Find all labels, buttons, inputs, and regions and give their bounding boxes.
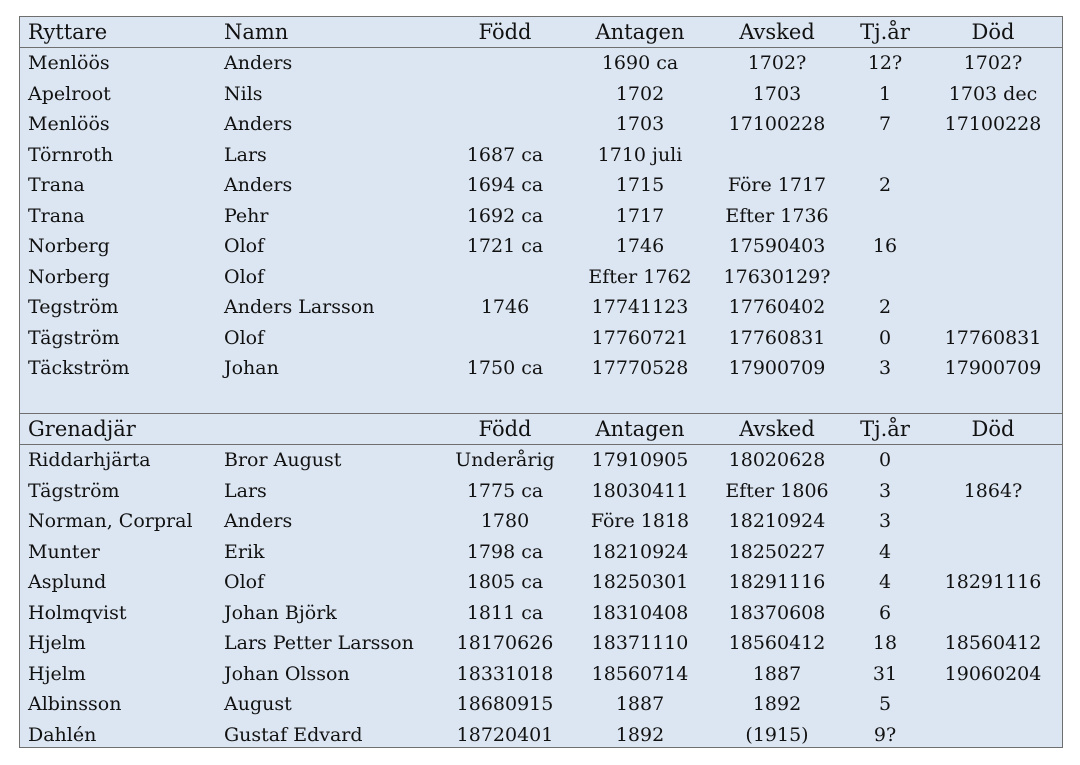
cell-surname: Menlöös — [28, 52, 110, 74]
cell-born: 1805 ca — [466, 571, 544, 593]
cell-died — [925, 201, 1061, 232]
cell-enlisted: 17910905 — [591, 449, 689, 471]
column-header-died: Död — [971, 417, 1015, 441]
cell-surname: Trana — [28, 174, 85, 196]
cell-discharged: 18560412 — [728, 632, 826, 654]
table-row — [20, 689, 1062, 720]
cell-discharged: 17900709 — [728, 357, 826, 379]
header-row — [20, 17, 1062, 48]
cell-surname: Apelroot — [28, 82, 111, 105]
column-header-given-name: Namn — [224, 20, 289, 44]
cell-enlisted: Efter 1762 — [588, 265, 692, 288]
cell-born: 1687 ca — [466, 143, 544, 166]
cell-died: 1864? — [963, 479, 1023, 502]
cell-died: 17100228 — [944, 113, 1042, 135]
cell-enlisted: 18310408 — [591, 601, 689, 624]
column-header-died: Död — [971, 20, 1015, 44]
table-row — [20, 628, 1062, 659]
cell-born: 1811 ca — [466, 601, 544, 624]
cell-service-years: 0 — [878, 326, 892, 349]
cell-discharged: 18370608 — [728, 601, 826, 624]
cell-born — [441, 48, 569, 79]
table-row — [20, 476, 1062, 507]
cell-died — [925, 140, 1061, 171]
cell-given-name: Olof — [224, 571, 265, 593]
cell-discharged: Efter 1736 — [725, 204, 829, 227]
cell-given-name: Anders — [224, 510, 293, 532]
cell-enlisted: 1717 — [615, 204, 665, 227]
cell-born: 1721 ca — [466, 235, 544, 257]
cell-enlisted: 1710 juli — [597, 143, 683, 166]
cell-died — [925, 598, 1061, 629]
cell-service-years: 4 — [878, 540, 892, 563]
cell-surname: Hjelm — [28, 662, 86, 685]
ryttare-section — [20, 17, 1062, 384]
cell-service-years: 0 — [878, 449, 892, 471]
cell-discharged: 1887 — [752, 662, 802, 685]
cell-born: 18170626 — [456, 632, 554, 654]
cell-given-name: Pehr — [224, 204, 269, 227]
column-header-born: Född — [478, 417, 532, 441]
table-row — [20, 201, 1062, 232]
cell-discharged — [711, 140, 843, 171]
cell-service-years: 31 — [872, 662, 898, 685]
cell-surname: Tägström — [28, 326, 120, 349]
cell-service-years: 3 — [878, 479, 892, 502]
cell-service-years: 4 — [878, 571, 892, 593]
cell-service-years: 1 — [878, 82, 892, 105]
cell-service-years: 7 — [878, 113, 892, 135]
table-row — [20, 292, 1062, 323]
cell-died: 17900709 — [944, 357, 1042, 379]
cell-given-name: Johan — [224, 357, 279, 379]
cell-surname: Tägström — [28, 479, 120, 502]
cell-given-name: Olof — [224, 265, 265, 288]
cell-given-name: Nils — [224, 82, 263, 105]
table-row — [20, 445, 1062, 476]
cell-died: 19060204 — [944, 662, 1042, 685]
cell-given-name: Lars — [224, 143, 267, 166]
cell-surname: Munter — [28, 540, 100, 563]
cell-born: 1780 — [480, 510, 530, 532]
cell-given-name: Gustaf Edvard — [224, 723, 363, 746]
cell-discharged: 17100228 — [728, 113, 826, 135]
cell-discharged: Efter 1806 — [725, 479, 829, 502]
cell-discharged: 17630129? — [723, 265, 831, 288]
cell-died — [925, 689, 1061, 720]
cell-died: 18291116 — [944, 571, 1042, 593]
cell-discharged: 1703 — [752, 82, 802, 105]
cell-born: 1750 ca — [466, 357, 544, 379]
column-header-service-years: Tj.år — [860, 20, 910, 44]
cell-surname: Hjelm — [28, 632, 86, 654]
cell-given-name: Anders Larsson — [224, 296, 375, 318]
cell-given-name: Anders — [224, 174, 293, 196]
cell-given-name: Olof — [224, 326, 265, 349]
table-row — [20, 659, 1062, 690]
cell-given-name: Johan Olsson — [224, 662, 350, 685]
cell-discharged: 1892 — [752, 693, 802, 715]
table-row — [20, 170, 1062, 201]
column-header-enlisted: Antagen — [595, 417, 685, 441]
cell-service-years: 18 — [872, 632, 898, 654]
cell-born: 1746 — [480, 296, 530, 318]
cell-born: 18720401 — [456, 723, 554, 746]
cell-born — [441, 79, 569, 110]
cell-given-name: Lars Petter Larsson — [224, 632, 414, 654]
cell-enlisted: 18371110 — [591, 632, 689, 654]
column-header-enlisted: Antagen — [595, 20, 685, 44]
table-row — [20, 231, 1062, 262]
cell-died — [925, 720, 1061, 751]
cell-service-years: 2 — [878, 174, 892, 196]
cell-died — [925, 445, 1061, 476]
table-row — [20, 48, 1062, 79]
cell-service-years: 2 — [878, 296, 892, 318]
cell-enlisted: 18210924 — [591, 540, 689, 563]
cell-surname: Törnroth — [28, 143, 114, 166]
cell-died — [925, 262, 1061, 293]
table-row — [20, 598, 1062, 629]
cell-enlisted: 17770528 — [591, 357, 689, 379]
column-header-discharged: Avsked — [739, 417, 815, 441]
cell-enlisted: Före 1818 — [590, 510, 690, 532]
table-row — [20, 353, 1062, 384]
cell-discharged: 18020628 — [728, 449, 826, 471]
cell-surname: Trana — [28, 204, 85, 227]
cell-service-years — [845, 140, 925, 171]
cell-surname: Norberg — [28, 235, 110, 257]
cell-discharged: (1915) — [745, 723, 809, 746]
cell-given-name: Johan Björk — [224, 601, 337, 624]
cell-died: 17760831 — [944, 326, 1042, 349]
cell-born: 1775 ca — [466, 479, 544, 502]
column-header-service-years: Tj.år — [860, 417, 910, 441]
cell-service-years — [845, 201, 925, 232]
cell-service-years: 16 — [872, 235, 898, 257]
cell-surname: Asplund — [28, 571, 107, 593]
cell-born: 1694 ca — [466, 174, 544, 196]
table-row — [20, 537, 1062, 568]
cell-discharged: 1702? — [747, 52, 807, 74]
cell-given-name: Lars — [224, 479, 267, 502]
cell-died: 18560412 — [944, 632, 1042, 654]
column-header-discharged: Avsked — [739, 20, 815, 44]
cell-born: 18680915 — [456, 693, 554, 715]
cell-discharged: 17760402 — [728, 296, 826, 318]
cell-discharged: 18210924 — [728, 510, 826, 532]
cell-born: 18331018 — [456, 662, 554, 685]
cell-enlisted: 1715 — [615, 174, 665, 196]
cell-given-name: Bror August — [224, 449, 342, 471]
cell-died: 1702? — [963, 52, 1023, 74]
cell-given-name: August — [224, 693, 292, 715]
cell-service-years: 5 — [878, 693, 892, 715]
cell-surname: Menlöös — [28, 113, 110, 135]
cell-surname: Holmqvist — [28, 601, 127, 624]
cell-discharged: Före 1717 — [727, 174, 827, 196]
cell-surname: Norman, Corpral — [28, 510, 193, 532]
cell-enlisted: 1892 — [615, 723, 665, 746]
cell-born — [441, 323, 569, 354]
cell-died: 1703 dec — [948, 82, 1038, 105]
cell-service-years: 6 — [878, 601, 892, 624]
cell-given-name: Anders — [224, 113, 293, 135]
cell-born: 1692 ca — [466, 204, 544, 227]
cell-enlisted: 17760721 — [591, 326, 689, 349]
cell-enlisted: 18560714 — [591, 662, 689, 685]
cell-died — [925, 537, 1061, 568]
column-header-born: Född — [478, 20, 532, 44]
cell-enlisted: 18030411 — [591, 479, 689, 502]
cell-born: Underårig — [455, 449, 555, 471]
cell-died — [925, 170, 1061, 201]
cell-surname: Tegström — [28, 296, 119, 318]
cell-enlisted: 18250301 — [591, 571, 689, 593]
roster-table — [19, 16, 1063, 748]
cell-enlisted: 1702 — [615, 82, 665, 105]
cell-born — [441, 262, 569, 293]
cell-discharged: 18291116 — [728, 571, 826, 593]
cell-given-name: Anders — [224, 52, 293, 74]
table-row — [20, 109, 1062, 140]
grenadjar-section — [20, 413, 1062, 750]
table-row — [20, 567, 1062, 598]
column-header-surname: Ryttare — [28, 20, 108, 44]
cell-enlisted: 1746 — [615, 235, 665, 257]
cell-given-name: Olof — [224, 235, 265, 257]
column-header-surname: Grenadjär — [28, 417, 136, 441]
cell-service-years: 9? — [873, 723, 897, 746]
cell-surname: Täckström — [28, 357, 130, 379]
table-row — [20, 506, 1062, 537]
cell-enlisted: 1690 ca — [601, 52, 679, 74]
cell-service-years — [845, 262, 925, 293]
cell-surname: Norberg — [28, 265, 110, 288]
table-row — [20, 79, 1062, 110]
cell-discharged: 17760831 — [728, 326, 826, 349]
cell-discharged: 17590403 — [728, 235, 826, 257]
cell-enlisted: 1887 — [615, 693, 665, 715]
cell-enlisted: 1703 — [615, 113, 665, 135]
table-row — [20, 720, 1062, 751]
cell-service-years: 12? — [867, 52, 903, 74]
cell-surname: Dahlén — [28, 723, 97, 746]
cell-given-name: Erik — [224, 540, 265, 563]
table-row — [20, 262, 1062, 293]
header-row — [20, 414, 1062, 445]
cell-enlisted: 17741123 — [591, 296, 689, 318]
cell-died — [925, 292, 1061, 323]
cell-service-years: 3 — [878, 357, 892, 379]
cell-died — [925, 231, 1061, 262]
table-row — [20, 323, 1062, 354]
cell-born: 1798 ca — [466, 540, 544, 563]
cell-surname: Albinsson — [28, 693, 122, 715]
cell-born — [441, 109, 569, 140]
cell-discharged: 18250227 — [728, 540, 826, 563]
cell-died — [925, 506, 1061, 537]
table-row — [20, 140, 1062, 171]
cell-service-years: 3 — [878, 510, 892, 532]
cell-surname: Riddarhjärta — [28, 449, 151, 471]
